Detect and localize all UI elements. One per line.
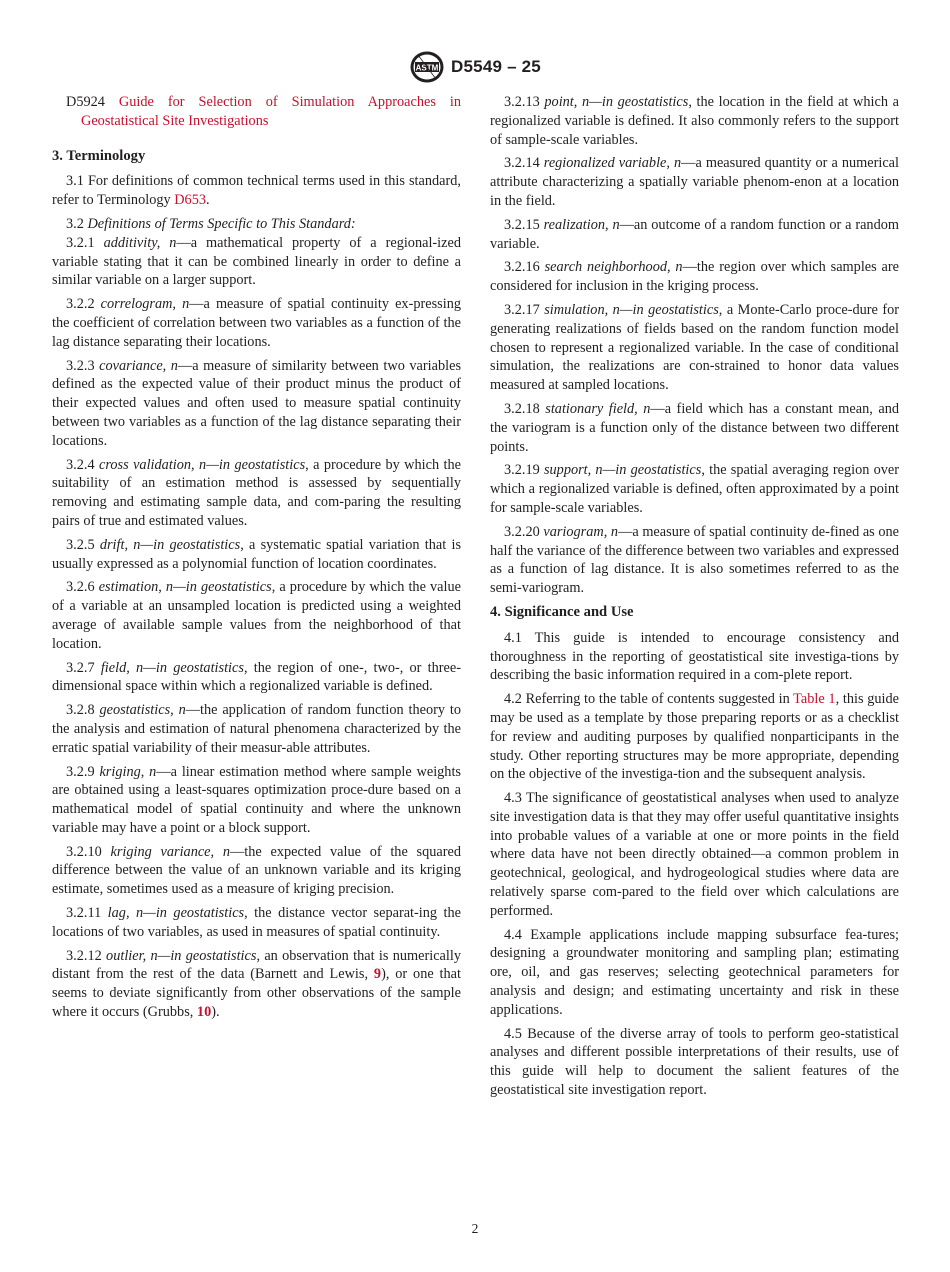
reference-link-d5924[interactable]: Guide for Selection of Simulation Approaches in Geostatistical Site Investigations — [81, 94, 461, 129]
para-3-1: 3.1 For definitions of common technical terms used in this standard, refer to Terminology D653. — [52, 173, 461, 209]
term-3-2-9: 3.2.9 kriging, n—a linear estimation method where sample weights are obtained using a least-squares optimization proce-dure based on a mathematical model of spatial continuity and where the unknown variable may have a point or a block support. — [52, 763, 461, 836]
term-3-2-2: 3.2.2 correlogram, n—a measure of spatial continuity ex-pressing the coefficient of correlation between two variables as a function of the lag distance separating their locations. — [52, 296, 461, 350]
page-number: 2 — [471, 1221, 479, 1236]
page-header — [0, 50, 950, 84]
term-3-2-18: 3.2.18 stationary field, n—a field which has a constant mean, and the variogram is a function only of the distance between two different points. — [490, 400, 899, 455]
para-4-1: 4.1 This guide is intended to encourage consistency and thoroughness in the reporting of geostatistical site investiga-tions by describing the basic information required in a com-plete report. — [490, 629, 899, 684]
term-3-2-6: 3.2.6 estimation, n—in geostatistics, a procedure by which the value of a variable at an unsampled location is predicted using a weighted average of available sample values from the neighborhood of that location. — [52, 579, 461, 652]
term-3-2-8: 3.2.8 geostatistics, n—the application of random function theory to the analysis and estimation of natural phenomena characterized by the erratic spatial variability of their measur-able attributes. — [52, 702, 461, 756]
svg-text:ASTM: ASTM — [415, 63, 439, 73]
term-3-2-3: 3.2.3 covariance, n—a measure of similarity between two variables defined as the expected value of their product minus the product of their expected values and often used to measure spatial continuity between two variables as a function of the lag distance separating their locations. — [52, 357, 462, 449]
para-4-5: 4.5 Because of the diverse array of tools to perform geo-statistical analyses and different possible interpretations of their results, use of this guide will help to document the salient features of the geostatistical site investigation report. — [490, 1025, 899, 1099]
right-column — [490, 93, 899, 1105]
term-3-2-7: 3.2.7 field, n—in geostatistics, the region of one-, two-, or three-dimensional space within which a regionalized variable is defined. — [52, 659, 461, 695]
astm-logo-icon — [409, 50, 445, 84]
term-3-2-16: 3.2.16 search neighborhood, n—the region over which samples are considered for inclusion in the kriging process. — [490, 259, 900, 295]
para-4-2: 4.2 Referring to the table of contents suggested in Table 1, this guide may be used as a template by those preparing reports or as a checklist for review and auditing purposes by qualified nonparticipants in the study. Other reporting structures may be more appropriate, depending on the objective of the investiga-tion and the subsequent analysis. — [490, 691, 899, 783]
para-4-4: 4.4 Example applications include mapping subsurface fea-tures; designing a groundwater monitoring and sampling plan; estimating ore, oil, and gas reserves; selecting geotechnical parameters for analysis and design; and estimating uncertainty and risk in these applications. — [490, 926, 899, 1018]
left-column — [52, 93, 461, 1027]
para-3-2: 3.2 Definitions of Terms Specific to This Standard: — [66, 215, 356, 232]
citation-link-10[interactable]: 10 — [196, 1004, 212, 1021]
term-3-2-10: 3.2.10 kriging variance, n—the expected value of the squared difference between the value of an unknown variable and its kriging estimate, sometimes used as a measure of kriging precision. — [52, 843, 461, 898]
term-3-2-19: 3.2.19 support, n—in geostatistics, the spatial averaging region over which a regionalized variable is defined, often approximated by a point for sample-scale variables. — [490, 462, 899, 516]
term-3-2-5: 3.2.5 drift, n—in geostatistics, a systematic spatial variation that is usually expressed as a polynomial function of location coordinates. — [52, 536, 462, 572]
term-3-2-14: 3.2.14 regionalized variable, n—a measured quantity or a numerical attribute characterizing a spatially variable phenom-enon at a location in the field. — [490, 155, 899, 209]
term-3-2-11: 3.2.11 lag, n—in geostatistics, the distance vector separat-ing the locations of two variables, as used in measures of spatial continuity. — [52, 905, 461, 940]
citation-link-9[interactable]: 9 — [373, 966, 382, 983]
term-3-2-12: 3.2.12 outlier, n—in geostatistics, an observation that is numerically distant from the rest of the data (Barnett and Lewis, 9), or one that seems to deviate significantly from other observations of the sample where it occurs (Grubbs, 10). — [52, 947, 461, 1021]
link-table-1[interactable]: Table 1 — [793, 691, 836, 708]
term-3-2-1: 3.2.1 additivity, n—a mathematical property of a regional-ized variable stating that it can be combined linearly in order to define a similar variable on a larger support. — [52, 234, 461, 289]
document-number: D5549 – 25 — [451, 57, 541, 76]
term-3-2-15: 3.2.15 realization, n—an outcome of a random function or a random variable. — [490, 216, 899, 252]
link-d653[interactable]: D653 — [174, 192, 206, 209]
term-3-2-17: 3.2.17 simulation, n—in geostatistics, a Monte-Carlo proce-dure for generating realizations of fields based on the random function model chosen to represent a regionalized variable. In the case of conditional simulation, the realizations are con-strained to honor data values measured at sampled locations. — [490, 301, 900, 394]
section-4-heading: 4. Significance and Use — [490, 603, 634, 620]
reference-d5924: D5924 Guide for Selection of Simulation Approaches in Geostatistical Site Investigations — [66, 94, 461, 129]
section-3-heading: 3. Terminology — [52, 147, 146, 164]
term-3-2-13: 3.2.13 point, n—in geostatistics, the location in the field at which a regionalized variable is defined. It also commonly refers to the support of sample-scale variables. — [490, 94, 899, 148]
term-3-2-4: 3.2.4 cross validation, n—in geostatistics, a procedure by which the suitability of an estimation method is assessed by sequentially removing and estimating sample data, and com-paring the resulting pairs of true and estimated values. — [52, 456, 461, 529]
para-4-3: 4.3 The significance of geostatistical analyses when used to analyze site investigation data is that they may offer useful quantitative insights into probable values of a variable at one or more points in the field where data have not been directly obtained—a common problem in geotechnical, geological, and hydrogeological studies where data are relatively sparse com-pared to the field over which calculations are performed. — [490, 790, 899, 919]
term-3-2-20: 3.2.20 variogram, n—a measure of spatial continuity de-fined as one half the variance of the difference between two variables and expressed as a function of lag distance. It is also sometimes referred to as the semi-variogram. — [490, 523, 899, 597]
